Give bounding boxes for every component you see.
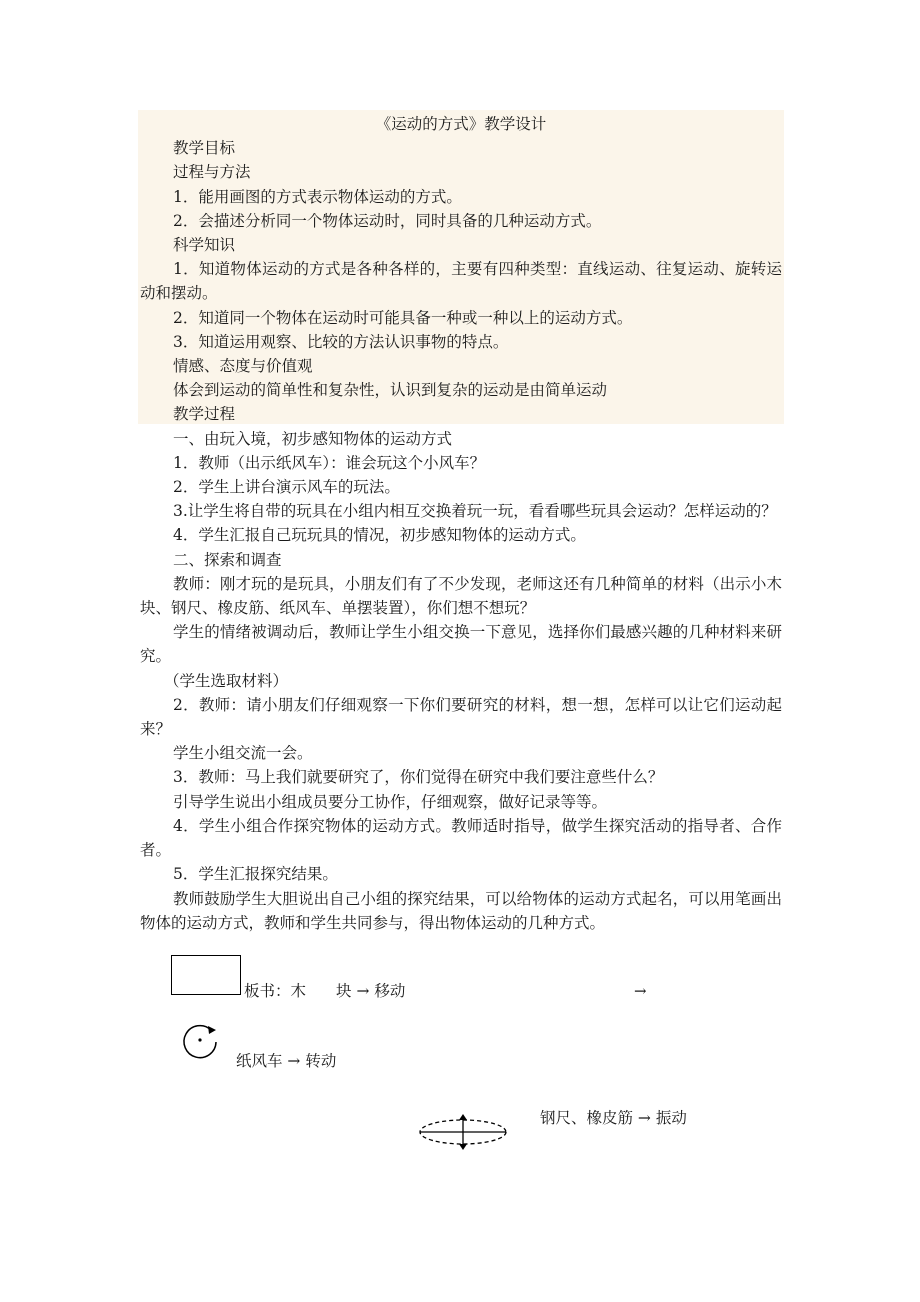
paragraph: 引导学生说出小组成员要分工协作，仔细观察，做好记录等等。	[173, 792, 608, 811]
paragraph: 教师鼓励学生大胆说出自己小组的探究结果，可以给物体的运动方式起名，可以用笔画出物体的运动方式，教师和学生共同参与，得出物体运动的几种方式。	[140, 889, 782, 932]
block-rectangle-icon	[171, 955, 241, 995]
paragraph: 4．学生小组合作探究物体的运动方式。教师适时指导，做学生探究活动的指导者、合作者。	[140, 816, 782, 860]
paragraph: 5．学生汇报探究结果。	[173, 865, 338, 884]
paragraph: 学生的情绪被调动后，教师让学生小组交换一下意见，选择你们最感兴趣的几种材料来研究。	[140, 623, 782, 666]
paragraph: 3．教师：马上我们就要研究了，你们觉得在研究中我们要注意些什么？	[173, 768, 664, 787]
paragraph: 学生小组交流一会。	[173, 744, 313, 763]
paragraph: 体会到运动的简单性和复杂性，认识到复杂的运动是由简单运动	[173, 381, 608, 400]
paragraph: 2．学生上讲台演示风车的玩法。	[173, 478, 400, 497]
document-body	[140, 112, 782, 935]
paragraph: 情感、态度与价值观	[173, 357, 313, 376]
paragraph: 一、由玩入境，初步感知物体的运动方式	[173, 429, 453, 448]
paragraph: 过程与方法	[173, 163, 251, 182]
arrow-icon: →	[634, 982, 647, 1000]
paragraph: （学生选取材料）	[164, 671, 289, 690]
rotation-circle-icon	[178, 1020, 224, 1060]
board-line-windmill: 纸风车 → 转动	[236, 1052, 337, 1070]
board-line-block	[244, 981, 405, 1001]
paragraph: 二、探索和调查	[173, 550, 282, 569]
paragraph: 1．知道物体运动的方式是各种各样的，主要有四种类型：直线运动、往复运动、旋转运动和摆动。	[140, 260, 782, 303]
paragraph: 教学目标	[173, 139, 236, 158]
document-title: 《运动的方式》教学设计	[375, 115, 547, 133]
board-label-prefix: 板书：木	[244, 982, 307, 1000]
paragraph: 1．教师（出示纸风车）：谁会玩这个小风车？	[173, 453, 486, 472]
paragraph-list	[140, 136, 782, 935]
paragraph: 科学知识	[173, 236, 236, 255]
board-line-ruler: 钢尺、橡皮筋 → 振动	[540, 1109, 687, 1127]
paragraph: 2．会描述分析同一个物体运动时，同时具备的几种运动方式。	[173, 211, 602, 230]
paragraph: 3．知道运用观察、比较的方法认识事物的特点。	[173, 332, 509, 351]
paragraph: 3.让学生将自带的玩具在小组内相互交换着玩一玩，看看哪些玩具会运动？怎样运动的？	[173, 502, 777, 521]
vibration-ellipse-icon	[418, 1112, 510, 1152]
paragraph: 教师：刚才玩的是玩具，小朋友们有了不少发现，老师这还有几种简单的材料（出示小木块、钢尺、橡皮筋、纸风车、单摆装置），你们想不想玩？	[140, 574, 782, 618]
board-line-block-rest: 块 → 移动	[336, 982, 406, 1000]
paragraph: 2．知道同一个物体在运动时可能具备一种或一种以上的运动方式。	[173, 308, 633, 327]
paragraph: 2．教师：请小朋友们仔细观察一下你们要研究的材料，想一想，怎样可以让它们运动起来？	[140, 695, 782, 739]
paragraph: 1．能用画图的方式表示物体运动的方式。	[173, 187, 462, 206]
paragraph: 4．学生汇报自己玩玩具的情况，初步感知物体的运动方式。	[173, 526, 586, 545]
paragraph: 教学过程	[173, 405, 236, 424]
